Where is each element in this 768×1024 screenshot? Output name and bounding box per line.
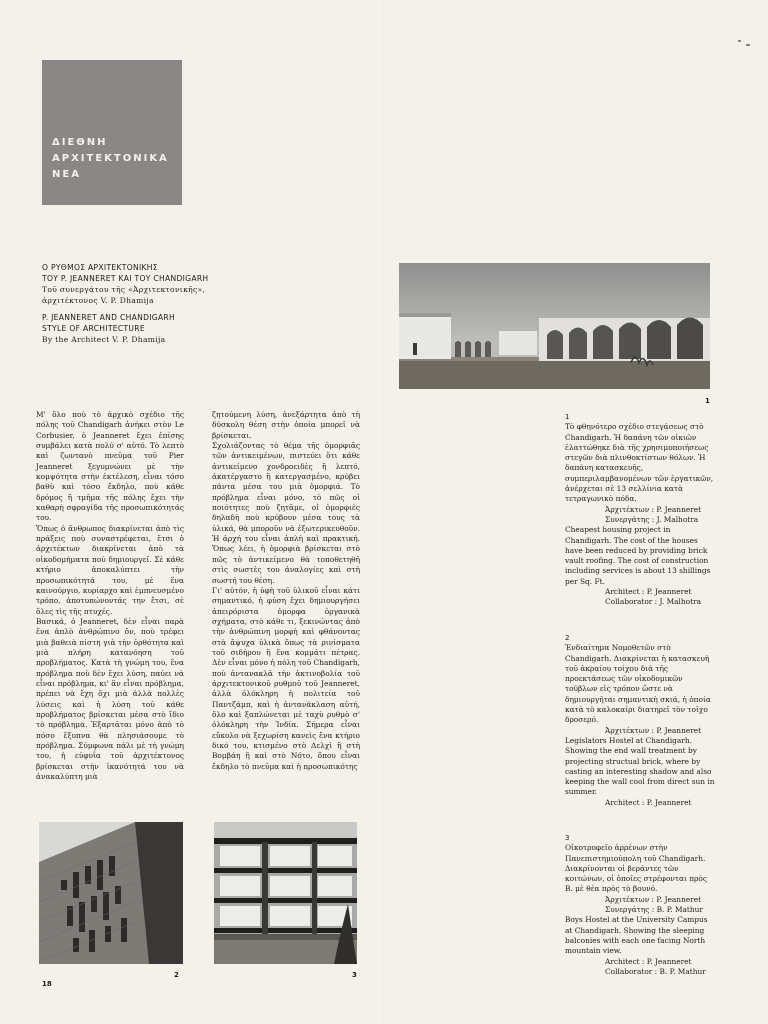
caption-greek-collaborator: Συνεργάτης : B. P. Mathur bbox=[605, 905, 703, 915]
caption-english: Legislators Hostel at Chandigarh. Showing the end wall treatment by projecting structual brick, where by casting an interesting shadow and also keeping the wall cool from direct sun in summer. bbox=[565, 735, 715, 797]
caption-3 bbox=[565, 833, 715, 977]
figure-number: 1 bbox=[705, 397, 710, 405]
body-paragraph: Γι' αὐτόν, ἡ ὑφὴ τοῦ ὑλικοῦ εἶναι κάτι σημαντικό, ἡ φύση ἔχει δημιουργήσει ἀπειρόριστα ὁμορφα ὀργανικὰ σχήματα, στὸ κάθε τι, ξεκινώντας ἀπὸ τὴν ἀνθρώπινη μορφὴ καὶ φθάνοντας στὰ ἄψυχα ὑλικὰ ὅπως τὰ ρινίσματα τοῦ σιδήρου ἢ ἕνα κομμάτι πέτρας. Δὲν εἶναι μόνο ἡ πόλη τοῦ Chandigarh, ποὺ ἀντανακλᾶ τὴν ἀκτινοβολία τοῦ ἀρχιτεκτονικοῦ ρυθμοῦ τοῦ Jeanneret, ἀλλὰ ὁλόκληρη ἡ πολιτεία τοῦ Παντζάμπ, καὶ ἡ ἀντανάκλαση αὐτή, ὅλο καὶ ξαπλώνεται μὲ ταχὺ ρυθμὸ σ' ὁλόκληρη τὴν Ἰνδία. Σήμερα εἶναι εὔκολο νὰ ξεχωρίση κανεὶς ἕνα κτήριο δικό του, κτισμένο στὸ Δελχὶ ἢ στὴ Βομβάη ἢ καὶ στὸ Νότο, ὅπου εἶναι ἔκδηλο τὸ πνεῦμα καὶ ἡ προσωπικότης bbox=[212, 585, 360, 771]
body-column-2 bbox=[212, 410, 360, 772]
photo-boys-hostel bbox=[214, 822, 357, 964]
masthead-line: ΝΕΑ bbox=[52, 169, 81, 180]
page-fold bbox=[383, 0, 385, 1024]
body-paragraph: Σχολιάζοντας τὸ θέμα τῆς ὁμορφιᾶς τῶν ἀντικειμένων, πιστεύει ὅτι κάθε ἀντικείμενο χονδροειδὲς ἢ λεπτό, ἀκατέργαστο ἢ κατεργασμένο, κρύβει πάντα μέσα του μιὰ ὁμορφιά. Τὸ πρόβλημα εἶναι μόνο, τὸ πῶς οἱ ποιότητες ποὺ ζητᾶμε, οἱ ὁμορφιὲς δηλαδὴ ποὺ κρύβουν μέσα τους τὰ ὑλικά, θὰ μποροῦν νὰ ἐξωτερικευθοῦν. Ἡ ἀρχή του εἶναι ἁπλὴ καὶ πρακτική. Ὅπως λέει, ἡ ὁμορφιὰ βρίσκεται στὸ πῶς τὸ ἀντικείμενο θὰ τοποθετηθῆ στὶς σωστὲς του ἀναλογίες καὶ στὴ σωστή του θέση. bbox=[212, 441, 360, 585]
masthead-line: ΔΙΕΘΝΗ bbox=[52, 137, 108, 148]
caption-greek-architect: Ἀρχιτέκτων : P. Jeanneret bbox=[605, 504, 702, 514]
paper-speck bbox=[738, 40, 741, 42]
body-paragraph: Ὅπως ὁ ἄνθρωπος διακρίνεται ἀπὸ τὶς πράξεις ποὺ συναστρέφεται, ἔτσι ὁ ἀρχιτέκτων διακρίνεται ἀπὸ τὰ οἰκοδομήματα ποὺ δημιουργεῖ. Σὲ κάθε κτήριο ἀποκαλύπτει τὴν προσωπικότητά του, μὲ ἕνα καινούργιο, κυρίαρχο καὶ ἐμπνευσμένο τρόπο, ἀποτυπώνοντάς την ἔτσι, σὲ ὅλες τὶς τῆς πτυχές. bbox=[36, 523, 184, 616]
body-paragraph: ζητούμενη λύση, ἀνεξάρτητα ἀπὸ τὴ δύσκολη θέση στὴν ὁποία μπορεῖ νὰ βρίσκεται. bbox=[212, 410, 360, 440]
caption-1 bbox=[565, 412, 715, 608]
caption-english-architect: Architect : P. Jeanneret bbox=[605, 587, 692, 597]
greek-title: ΤΟΥ P. JEANNERET ΚΑΙ ΤΟΥ CHANDIGARH bbox=[42, 274, 209, 283]
photo-vaulted-housing bbox=[399, 263, 710, 389]
figure-number: 2 bbox=[174, 971, 179, 979]
body-paragraph: Μ' ὅλο ποὺ τὸ ἀρχικὸ σχέδιο τῆς πόλης τοῦ Chandigarh ἀνήκει στὸν Le Corbusier, ὁ Jeanneret ἔχει ἐπίσης συμβάλει κατὰ πολὺ σ' αὐτό. Τὸ λεπτὸ καὶ ζωντανὸ πνεῦμα τοῦ Pier Jeanneret ξεγυμνώνει μὲ τὴν κομψότητα στὴν ἐκτέλεση, εἶναι τόσο βαθὺ καὶ τόσο ἔκδηλο, ποὺ κάθε δρόμος ἢ τμῆμα τῆς πόλης ἔχει τὴν καθαρὴ σφραγίδα τῆς προσωπικότητάς του. bbox=[36, 410, 184, 523]
body-column-1 bbox=[36, 410, 184, 782]
masthead-text bbox=[52, 135, 169, 183]
photo-legislators-hostel bbox=[39, 822, 183, 964]
masthead-line: ΑΡΧΙΤΕΚΤΟΝΙΚΑ bbox=[52, 153, 169, 164]
english-byline: By the Architect V. P. Dhamija bbox=[42, 335, 166, 344]
brick-wall-image bbox=[39, 822, 183, 964]
english-title: STYLE OF ARCHITECTURE bbox=[42, 324, 145, 333]
figure-number: 3 bbox=[352, 971, 357, 979]
caption-english-architect: Architect : P. Jeanneret bbox=[605, 797, 692, 807]
english-title: P. JEANNERET AND CHANDIGARH bbox=[42, 313, 176, 322]
caption-number: 1 bbox=[565, 413, 570, 421]
caption-greek: Ἐνδιαίτημα Νομοθετῶν στὸ Chandigarh. Διακρίνεται ἡ κατασκευὴ τοῦ ἀκραίου τοίχου διὰ τῆς προεκτάσεως τῶν οἰκοδομικῶν τούβλων εἰς τρόπον ὥστε νὰ δημιουργῆται σημαντικὴ σκιά, ἡ ὁποία κατὰ τὸ καλοκαίρι διατηρεῖ τὸν τοῖχο δροσερό. bbox=[565, 643, 711, 725]
greek-byline: ἀρχιτέκτονος V. P. Dhamija bbox=[42, 296, 154, 305]
caption-2 bbox=[565, 633, 715, 808]
caption-greek-architect: Ἀρχιτέκτων : P. Jeanneret bbox=[605, 894, 702, 904]
article-headline bbox=[42, 262, 372, 345]
caption-english-collaborator: Collaborator : B. P. Mathur bbox=[605, 966, 706, 976]
caption-number: 2 bbox=[565, 634, 570, 642]
caption-english-architect: Architect : P. Jeanneret bbox=[605, 956, 692, 966]
caption-english: Boys Hostel at the University Campus at Chandigarh. Showing the sleeping balconies with each one facing North mountain view. bbox=[565, 915, 708, 956]
section-masthead bbox=[42, 60, 182, 205]
caption-english-collaborator: Collaborator : J. Malhotra bbox=[605, 597, 702, 607]
balconies-image bbox=[214, 822, 357, 964]
greek-title: Ο ΡΥΘΜΟΣ ΑΡΧΙΤΕΚΤΟΝΙΚΗΣ bbox=[42, 263, 158, 272]
caption-greek: Τὸ φθηνότερο σχέδιο στεγάσεως στὸ Chandigarh. Ἡ δαπάνη τῶν οἰκιῶν ἐλαττώθηκε διὰ τῆς χρησιμοποιήσεως στεγῶν διὰ πλινθοκτίστων θόλων. Ἡ δαπάνη κατασκευῆς, συμπεριλαμβανομένων τῶν ἐργατικῶν, ἀνέρχεται σὲ 13 σελλίνια κατὰ τετραγωνικὸ πόδα. bbox=[565, 422, 714, 504]
greek-byline: Τοῦ συνεργάτου τῆς «Ἀρχιτεκτονικῆς», bbox=[42, 285, 206, 294]
page-number: 18 bbox=[42, 980, 52, 988]
body-paragraph: Βασικά, ὁ Jeanneret, δὲν εἶναι παρὰ ἕνα ἁπλὸ ἀνθρώπινο ὄν, ποὺ τρέφει μιὰ βαθειὰ πίστη γιὰ τὴν ὀρθότητα καὶ μιὰ πλήρη κατανόηση τοῦ προβλήματος. Κατὰ τὴ γνώμη του, ἕνα πρόβλημα ποὺ δὲν ἔχει λύση, παύει νὰ εἶναι πρόβλημα, κι' ἂν εἶναι πρόβλημα, πρέπει νὰ ἔχη ὄχι μιὰ ἀλλὰ πολλὲς λύσεις καὶ ἡ λύση τοῦ κάθε προβλήματος βρίσκεται μέσα στὸ ἴδιο τὸ πρόβλημα. Ἐξαρτᾶται μόνο ἀπὸ τὸ πόσο ἔξυπνα θὰ πλησιάσουμε τὸ πρόβλημα. Σύμφωνα πάλι μὲ τὴ γνώμη του, ἡ εὐφυΐα τοῦ ἀρχιτέκτονος βρίσκεται στὴν ἱκανότητά του νὰ ἀνακαλύπτη μιὰ bbox=[36, 616, 184, 782]
paper-speck bbox=[746, 44, 750, 46]
caption-english: Cheapest housing project in Chandigarh. The cost of the houses have been reduced by providing brick vault roofing. The cost of construction including services is about 13 shillings per Sq. Ft. bbox=[565, 525, 711, 586]
caption-greek: Οἰκοτροφεῖο ἀρρένων στὴν Πανεπιστημιούπολη τοῦ Chandigarh. Διακρίνονται οἱ βεράντες τῶν κοιτώνων, οἱ ὁποῖες στρέφονται πρὸς Β. μὲ θέα πρὸς τὸ βουνό. bbox=[565, 843, 708, 894]
caption-greek-architect: Ἀρχιτέκτων : P. Jeanneret bbox=[605, 725, 702, 735]
caption-greek-collaborator: Συνεργάτης : J. Malhotra bbox=[605, 514, 699, 524]
vaulted-housing-image bbox=[399, 263, 710, 389]
caption-number: 3 bbox=[565, 834, 570, 842]
